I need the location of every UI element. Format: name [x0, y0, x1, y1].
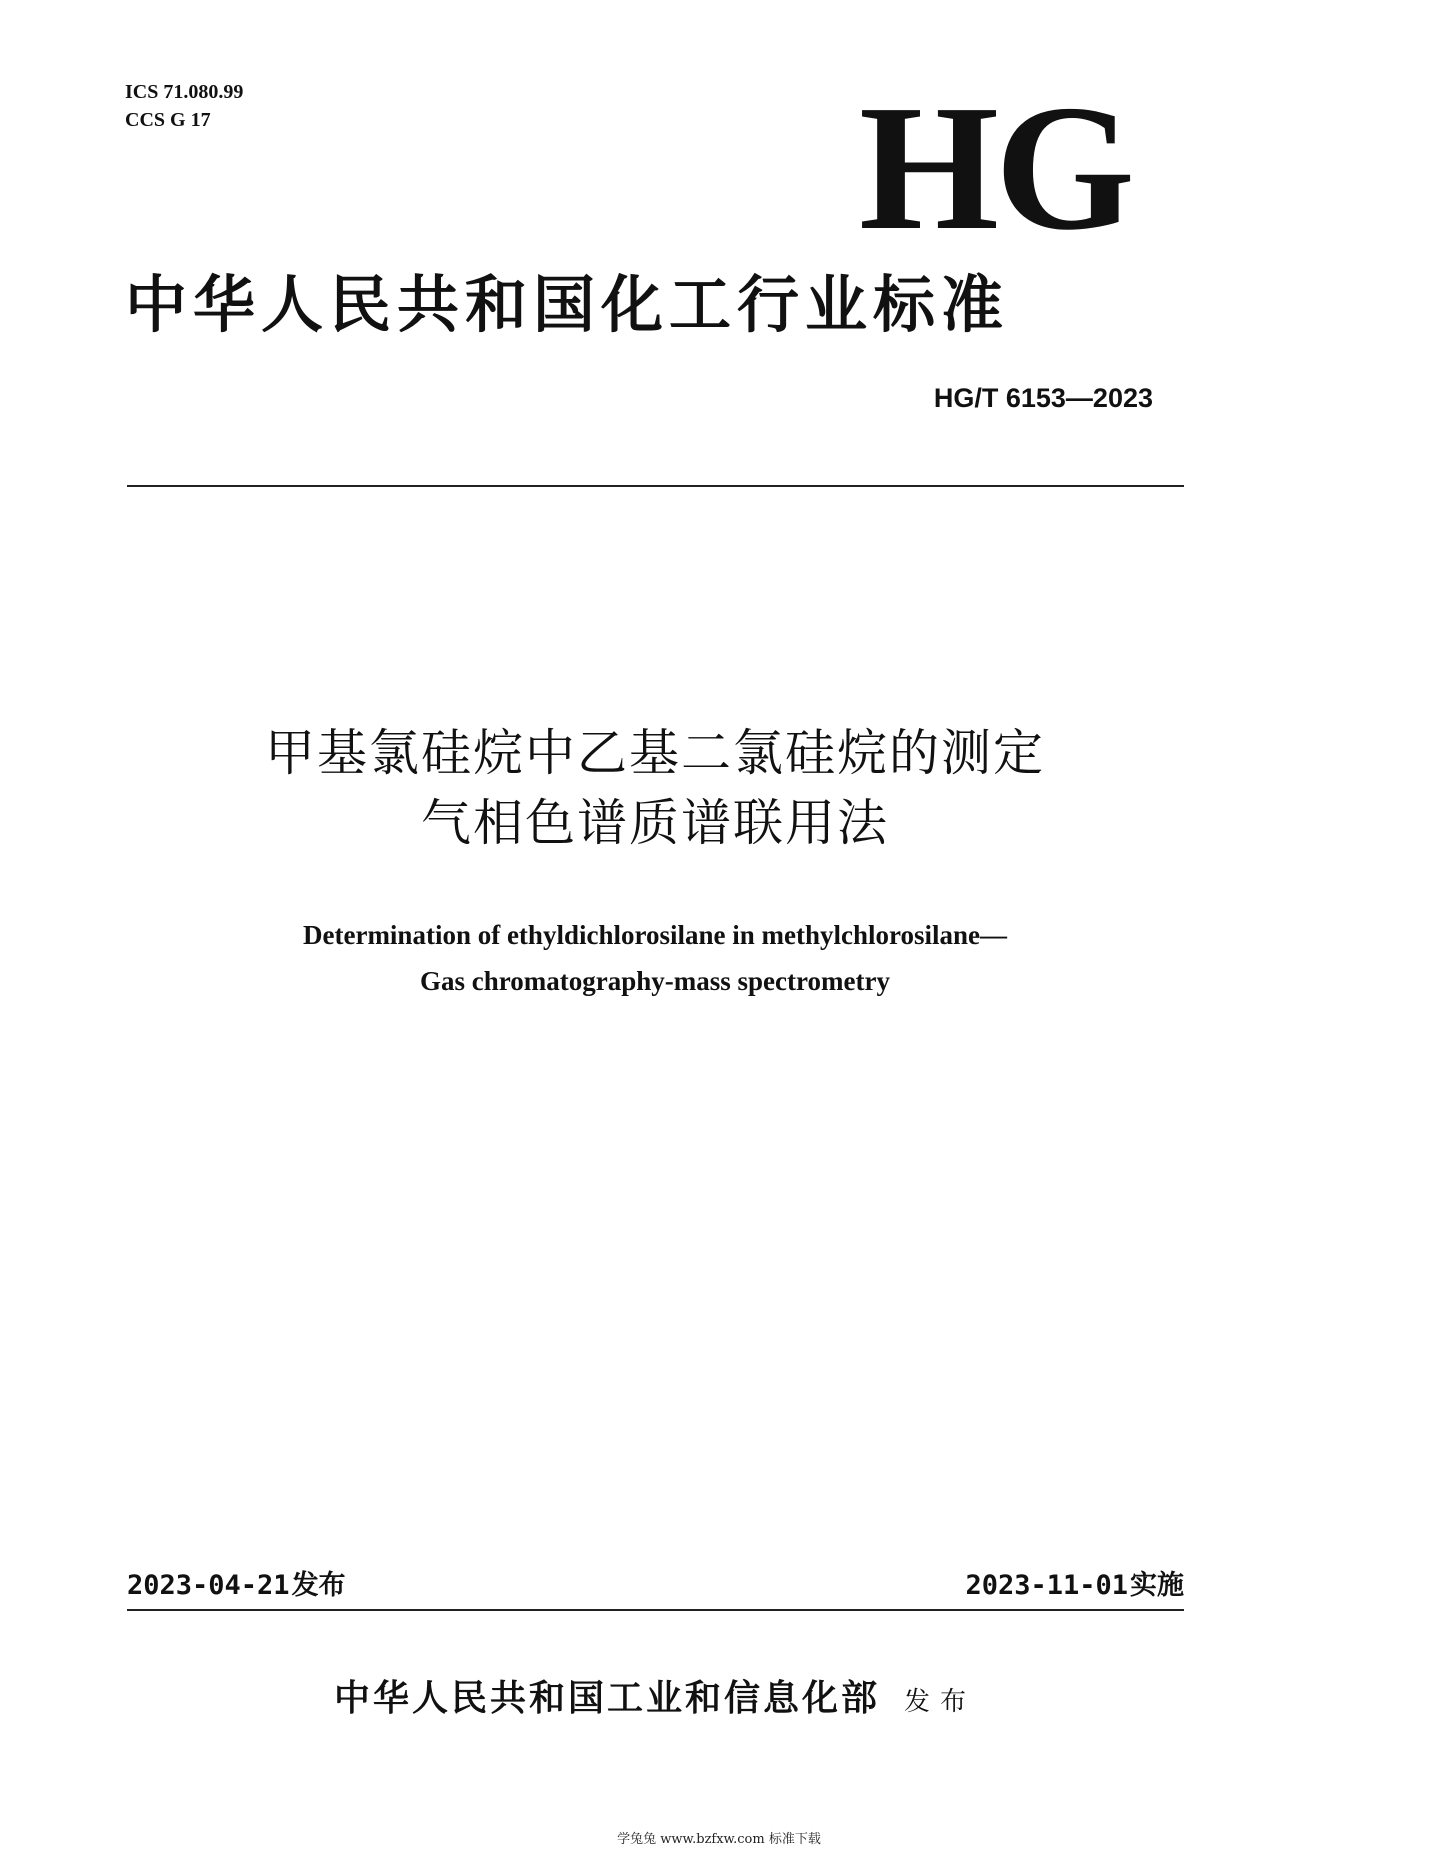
standard-number: HG/T 6153—2023: [933, 383, 1153, 413]
hg-logo: HG: [858, 68, 1132, 267]
implement-date-block: [965, 1568, 1184, 1604]
standard-body-title: 中华人民共和国化工行业标准: [125, 268, 1010, 341]
implement-label: 实施: [1130, 1570, 1184, 1601]
title-cn-line-2: 气相色谱质谱联用法: [421, 794, 889, 852]
issuer-line: [125, 1670, 1185, 1721]
issue-action: 发布: [904, 1687, 977, 1717]
ccs-code: CCS G 17: [125, 109, 211, 131]
document-title-chinese: [125, 718, 1185, 858]
top-divider: [127, 485, 1184, 487]
document-title-english: [125, 912, 1185, 1004]
ics-code: ICS 71.080.99: [125, 81, 244, 103]
bottom-divider: [127, 1609, 1184, 1611]
publish-label: 发布: [291, 1570, 346, 1601]
title-en-line-1: Determination of ethyldichlorosilane in methylchlorosilane—: [303, 920, 1007, 950]
classification-codes: [125, 78, 243, 134]
issuing-organization: 中华人民共和国工业和信息化部: [333, 1678, 880, 1719]
title-cn-line-1: 甲基氯硅烷中乙基二氯硅烷的测定: [265, 724, 1045, 782]
implement-date: 2023-11-01: [965, 1570, 1128, 1601]
footer-watermark: 学兔兔 www.bzfxw.com 标准下载: [617, 1832, 821, 1847]
publish-date-block: [127, 1568, 346, 1604]
publish-date: 2023-04-21: [127, 1570, 290, 1601]
title-en-line-2: Gas chromatography-mass spectrometry: [420, 966, 890, 996]
